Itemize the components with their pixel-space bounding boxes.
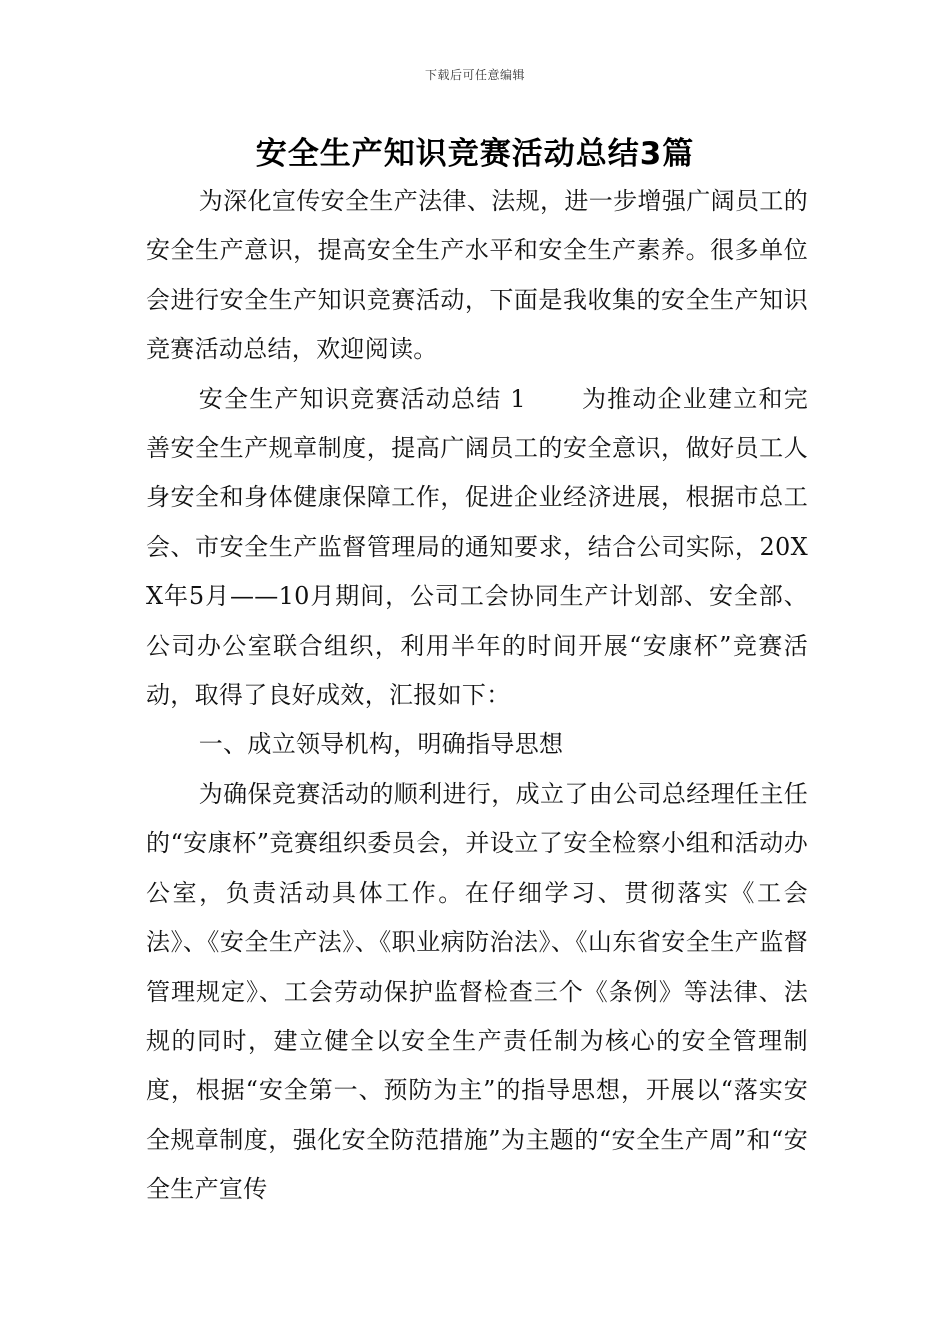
document-title: 安全生产知识竞赛活动总结3篇 xyxy=(255,136,695,172)
document-body xyxy=(146,177,808,1215)
summary-1-paragraph xyxy=(146,375,808,721)
section-paragraph: 为确保竞赛活动的顺利进行，成立了由公司总经理任主任的“安康杯”竞赛组织委员会，并设立了安全检察小组和活动办公室，负责活动具体工作。在仔细学习、贯彻落实《工会法》、《安全生产法》、《职业病防治法》、《山东省安全生产监督管理规定》、工会劳动保护监督检查三个《条例》等法律、法规的同时，建立健全以安全生产责任制为核心的安全管理制度，根据“安全第一、预防为主”的指导思想，开展以“落实安全规章制度，强化安全防范措施”为主题的“安全生产周”和“安全生产宣传 xyxy=(146,779,808,1204)
intro-paragraph: 为深化宣传安全生产法律、法规，进一步增强广阔员工的安全生产意识，提高安全生产水平和安全生产素养。很多单位会进行安全生产知识竞赛活动，下面是我收集的安全生产知识竞赛活动总结，欢迎阅读。 xyxy=(146,187,808,364)
section-heading: 一、成立领导机构，明确指导思想 xyxy=(198,730,564,759)
section-label: 安全生产知识竞赛活动总结 1 xyxy=(198,384,526,413)
header-note: 下载后可任意编辑 xyxy=(424,68,525,82)
summary-1-text: 为推动企业建立和完善安全生产规章制度，提高广阔员工的安全意识，做好员工人身安全和身体健康保障工作，促进企业经济进展，根据市总工会、市安全生产监督管理局的通知要求，结合公司实际，20XX年5月——10月期间，公司工会协同生产计划部、安全部、公司办公室联合组织，利用半年的时间开展“安康杯”竞赛活动，取得了良好成效，汇报如下： xyxy=(146,384,808,710)
